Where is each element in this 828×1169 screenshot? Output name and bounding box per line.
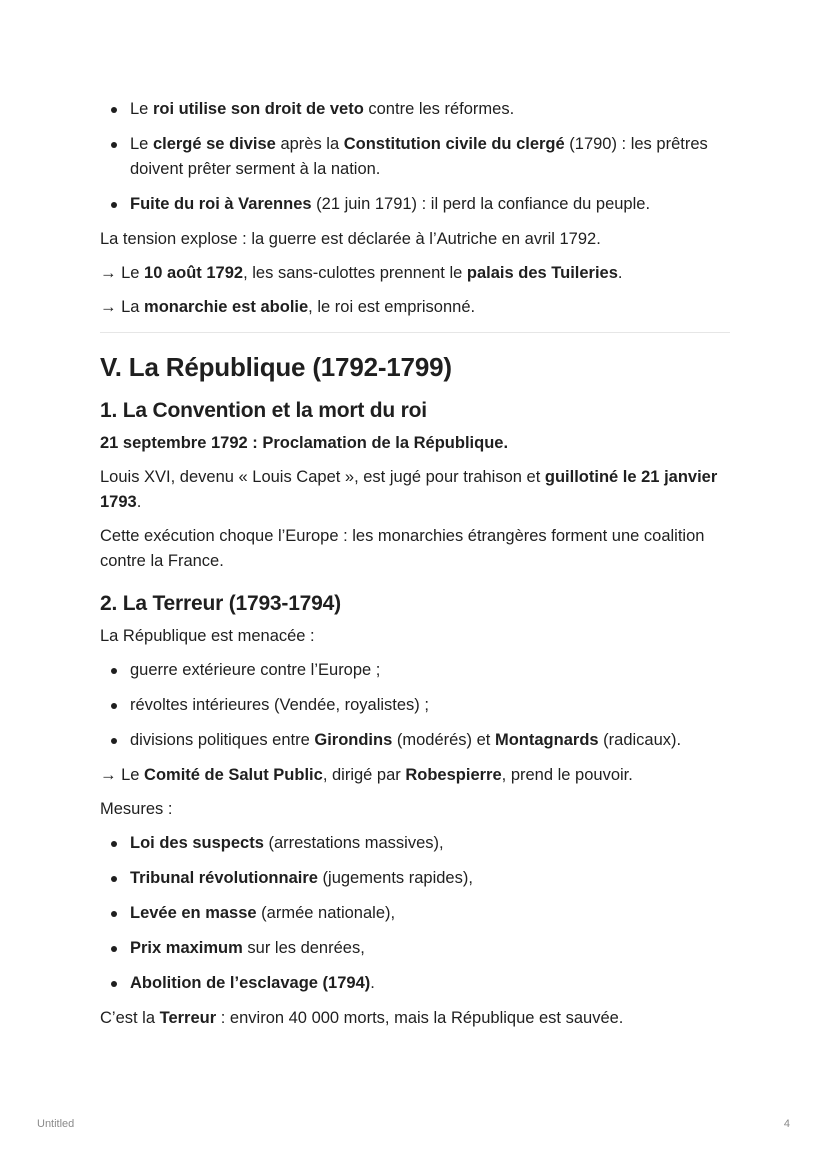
text-run: , prend le pouvoir. bbox=[501, 766, 633, 784]
text-run: Le bbox=[130, 100, 153, 118]
bold-run: guillotiné le 21 janvier 1793 bbox=[100, 468, 718, 511]
text-run: (modérés) et bbox=[392, 731, 495, 749]
page-content bbox=[100, 97, 730, 1040]
list-item bbox=[130, 936, 730, 961]
footer-page-number: 4 bbox=[783, 1118, 790, 1130]
subheading-terreur: 2. La Terreur (1793-1794) bbox=[100, 592, 341, 615]
text-run: après la bbox=[275, 135, 344, 153]
text-run: → Le bbox=[100, 766, 145, 784]
bold-run: Levée en masse bbox=[130, 904, 257, 922]
paragraph-comite bbox=[100, 763, 730, 788]
text-run: → Le bbox=[100, 264, 145, 282]
list-item bbox=[130, 971, 730, 996]
text-run: révoltes intérieures (Vendée, royalistes) ; bbox=[130, 696, 429, 714]
bold-run: Prix maximum bbox=[130, 939, 243, 957]
text-run: sur les denrées, bbox=[242, 939, 365, 957]
text-run: → La bbox=[100, 298, 145, 316]
footer-document-title: Untitled bbox=[37, 1118, 75, 1130]
bullet-list-mesures bbox=[100, 831, 730, 996]
bold-run: Tribunal révolutionnaire bbox=[130, 869, 318, 887]
bold-run: Girondins bbox=[314, 731, 393, 749]
text-run: Louis XVI, devenu « Louis Capet », est jugé pour trahison et bbox=[100, 468, 545, 486]
bold-run: Fuite du roi à Varennes bbox=[130, 195, 312, 213]
text-run: , dirigé par bbox=[322, 766, 406, 784]
bullet-list-revolution bbox=[100, 97, 730, 217]
bold-run: 10 août 1792 bbox=[144, 264, 244, 282]
text-run: (arrestations massives), bbox=[263, 834, 444, 852]
section-heading-republique: V. La République (1792-1799) bbox=[100, 352, 452, 382]
list-item bbox=[130, 831, 730, 856]
paragraph-mesures: Mesures : bbox=[100, 800, 173, 818]
text-run: Le bbox=[130, 135, 153, 153]
text-run: (armée nationale), bbox=[256, 904, 396, 922]
bold-run: Abolition de l’esclavage (1794) bbox=[130, 974, 371, 992]
bold-run: Constitution civile du clergé bbox=[343, 135, 565, 153]
text-run: contre les réformes. bbox=[363, 100, 515, 118]
list-item bbox=[130, 901, 730, 926]
text-run: (1790) : les prêtres doivent prêter serment à la nation. bbox=[130, 135, 708, 178]
bold-run: monarchie est abolie bbox=[144, 298, 309, 316]
bold-run: 21 septembre 1792 : Proclamation de la République. bbox=[100, 434, 509, 452]
bold-run: palais des Tuileries bbox=[466, 264, 618, 282]
text-run: C’est la bbox=[100, 1009, 160, 1027]
list-item bbox=[130, 728, 730, 753]
paragraph-execution: Cette exécution choque l’Europe : les monarchies étrangères forment une coalition contre la France. bbox=[100, 527, 705, 570]
text-run: . bbox=[370, 974, 375, 992]
list-item bbox=[130, 97, 730, 122]
list-item bbox=[130, 192, 730, 217]
paragraph-menacee: La République est menacée : bbox=[100, 627, 315, 645]
paragraph-proclamation bbox=[100, 431, 730, 456]
paragraph-tension: La tension explose : la guerre est déclarée à l’Autriche en avril 1792. bbox=[100, 230, 601, 248]
paragraph-10-aout bbox=[100, 261, 730, 286]
bold-run: Terreur bbox=[159, 1009, 217, 1027]
divider bbox=[100, 332, 730, 333]
list-item bbox=[130, 693, 730, 718]
text-run: : environ 40 000 morts, mais la République est sauvée. bbox=[216, 1009, 624, 1027]
list-item bbox=[130, 132, 730, 182]
bold-run: Comité de Salut Public bbox=[144, 766, 323, 784]
text-run: divisions politiques entre bbox=[130, 731, 315, 749]
subheading-convention: 1. La Convention et la mort du roi bbox=[100, 399, 427, 422]
bold-run: Robespierre bbox=[405, 766, 502, 784]
text-run: , le roi est emprisonné. bbox=[308, 298, 476, 316]
bold-run: roi utilise son droit de veto bbox=[152, 100, 364, 118]
paragraph-monarchie bbox=[100, 295, 730, 320]
text-run: guerre extérieure contre l’Europe ; bbox=[130, 661, 381, 679]
text-run: (21 juin 1791) : il perd la confiance du peuple. bbox=[311, 195, 651, 213]
text-run: (jugements rapides), bbox=[317, 869, 473, 887]
bullet-list-menaces bbox=[100, 658, 730, 753]
text-run: . bbox=[136, 493, 142, 511]
list-item bbox=[130, 866, 730, 891]
list-item bbox=[130, 658, 730, 683]
bold-run: clergé se divise bbox=[152, 135, 276, 153]
bold-run: Montagnards bbox=[494, 731, 599, 749]
text-run: . bbox=[617, 264, 623, 282]
paragraph-terreur-bilan bbox=[100, 1006, 730, 1031]
paragraph-louis bbox=[100, 465, 730, 515]
bold-run: Loi des suspects bbox=[130, 834, 264, 852]
text-run: , les sans-culottes prennent le bbox=[243, 264, 467, 282]
text-run: (radicaux). bbox=[598, 731, 682, 749]
